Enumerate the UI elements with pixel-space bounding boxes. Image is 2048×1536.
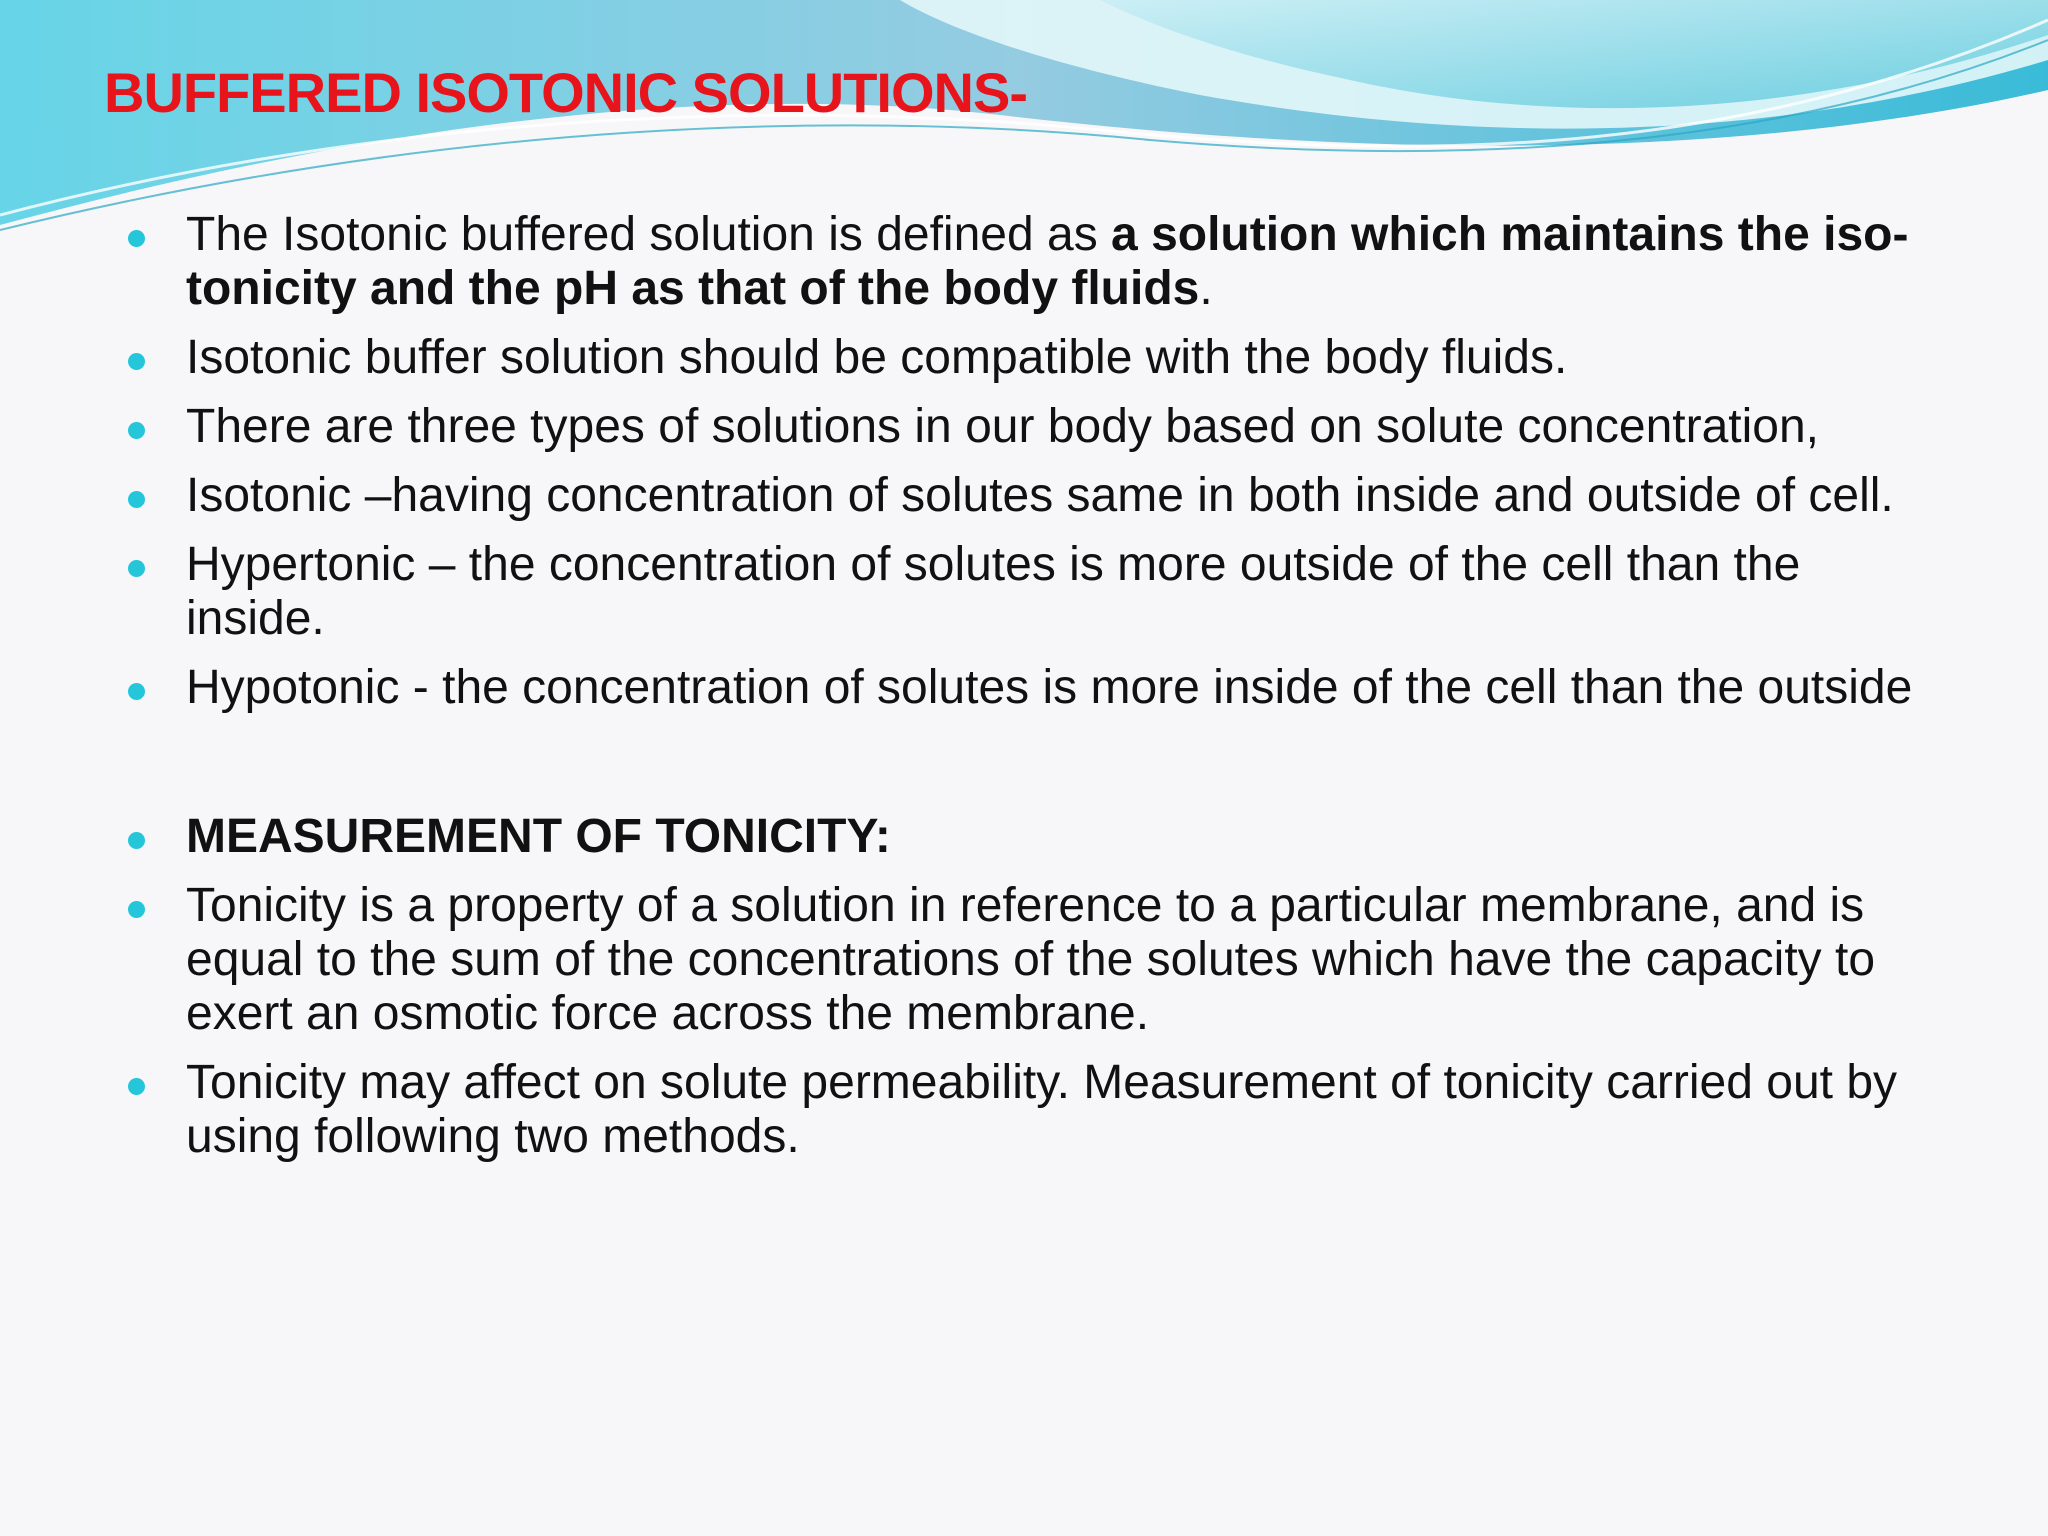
bullet-item <box>120 469 1940 523</box>
bullet-dot-icon <box>128 832 145 849</box>
bullet-text: There are three types of solutions in our body based on solute concentration, <box>186 400 1820 453</box>
bullet-text: Tonicity may affect on solute permeability. Measurement of tonicity carried out by using following two methods. <box>186 1056 1898 1163</box>
bullet-item <box>120 879 1940 1041</box>
bullet-dot-icon <box>128 230 145 247</box>
bullet-item <box>120 331 1940 385</box>
bullet-text: Tonicity is a property of a solution in reference to a particular membrane, and is equal to the sum of the concentrations of the solutes which have the capacity to exert an osmotic force across the membrane. <box>186 879 1876 1040</box>
bullet-item <box>120 538 1940 646</box>
bullet-item <box>120 400 1940 454</box>
bullet-text: Isotonic buffer solution should be compatible with the body fluids. <box>186 331 1568 384</box>
bullet-dot-icon <box>128 560 145 577</box>
bullet-bold-text: a solution which maintains the iso-tonicity and the pH as that of the body fluids <box>186 208 1909 315</box>
bullet-dot-icon <box>128 683 145 700</box>
bullet-dot-icon <box>128 422 145 439</box>
bullet-item <box>120 208 1940 316</box>
bullet-item <box>120 1056 1940 1164</box>
bullet-text: Hypertonic – the concentration of solutes is more outside of the cell than the inside. <box>186 538 1801 645</box>
bullet-text: The Isotonic buffered solution is defined as <box>186 208 1112 261</box>
bullet-item <box>120 661 1940 715</box>
bullet-text: Isotonic –having concentration of solutes same in both inside and outside of cell. <box>186 469 1894 522</box>
bullet-list <box>120 208 1940 1179</box>
section-heading-item <box>120 810 1940 864</box>
section-heading: MEASUREMENT OF TONICITY: <box>186 810 891 863</box>
bullet-dot-icon <box>128 353 145 370</box>
slide-title: BUFFERED ISOTONIC SOLUTIONS- <box>104 61 1027 124</box>
bullet-dot-icon <box>128 901 145 918</box>
bullet-dot-icon <box>128 1078 145 1095</box>
bullet-text-end: . <box>1199 262 1213 315</box>
bullet-dot-icon <box>128 491 145 508</box>
bullet-text: Hypotonic - the concentration of solutes is more inside of the cell than the outside <box>186 661 1913 714</box>
